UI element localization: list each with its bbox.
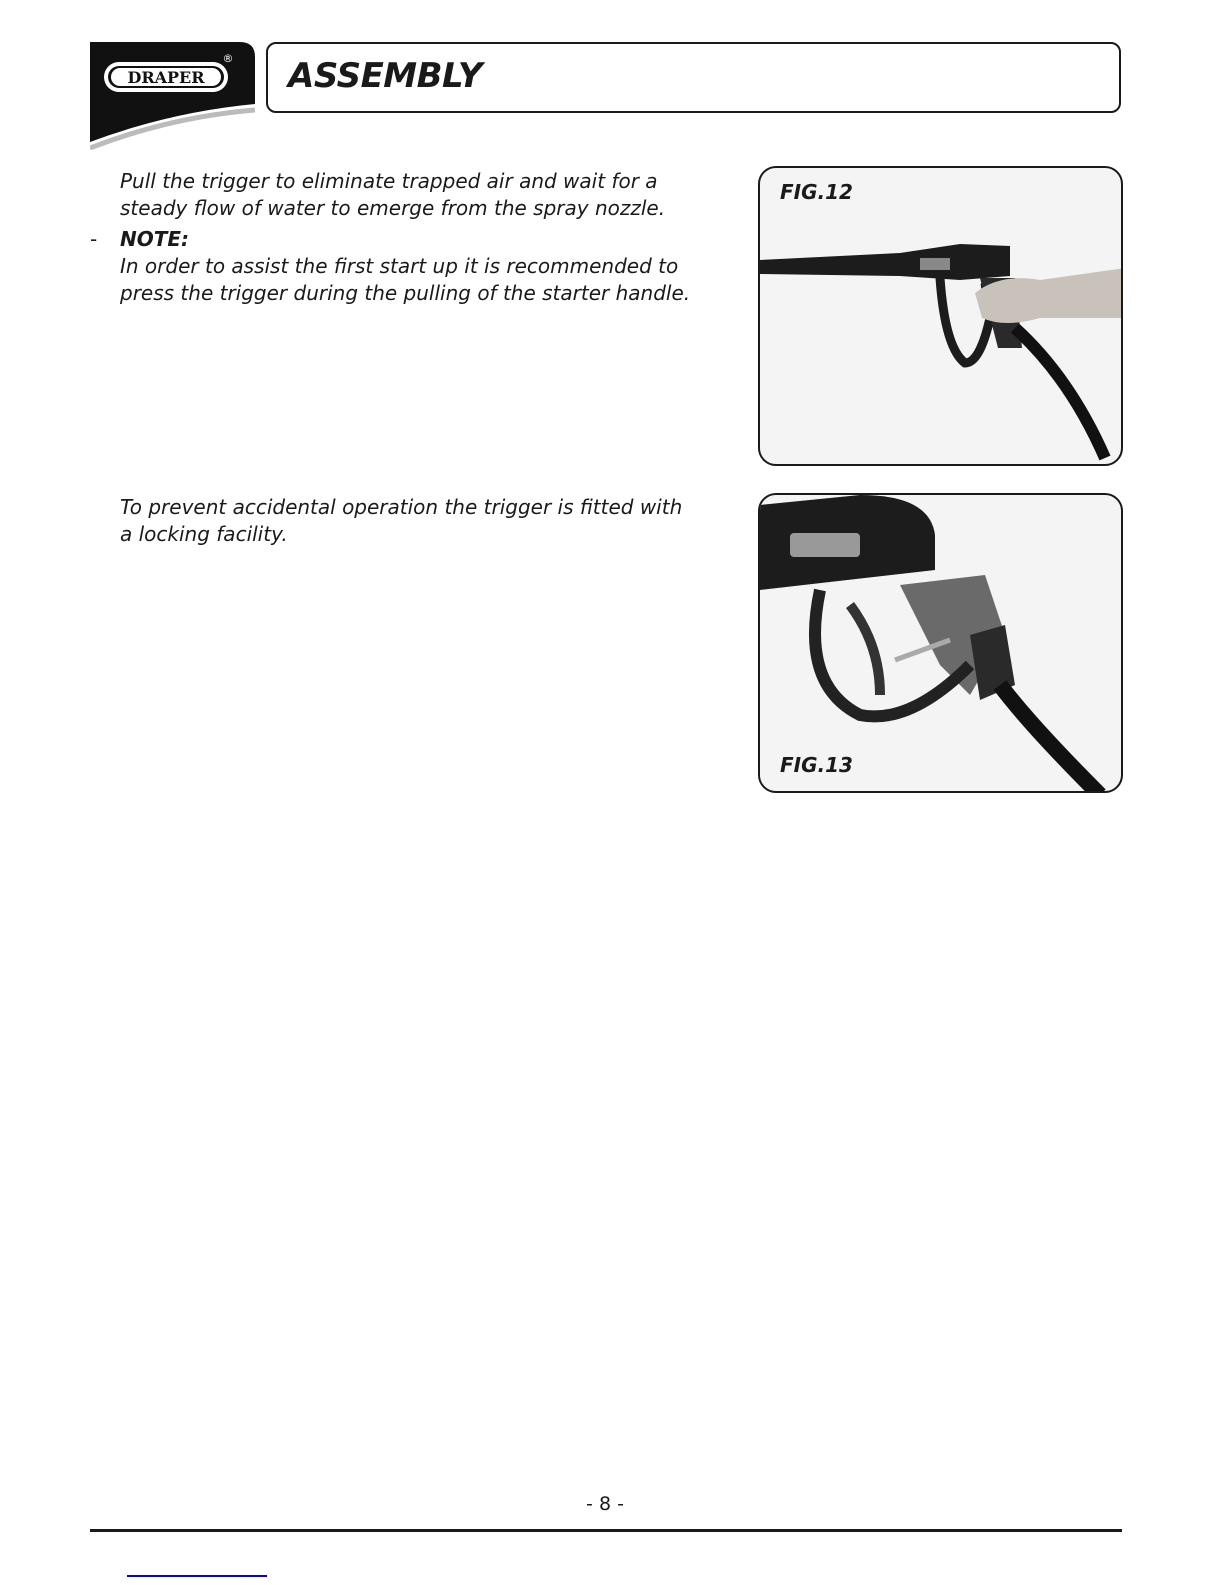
note-label: NOTE:: [120, 227, 190, 251]
svg-text:®: ®: [222, 52, 234, 65]
link-underline: [127, 1575, 267, 1577]
trigger-lock-photo: [760, 495, 1123, 793]
footer-divider: [90, 1529, 1122, 1532]
paragraph-locking: [120, 494, 730, 548]
page-number: - 8 -: [586, 1493, 624, 1515]
bullet-dash: -: [90, 227, 98, 251]
figure-label: FIG.13: [780, 753, 853, 777]
section-header: [266, 42, 1121, 113]
svg-text:DRAPER: DRAPER: [127, 68, 205, 87]
text-line: steady flow of water to emerge from the spray nozzle.: [120, 196, 666, 220]
figure-13: [758, 493, 1123, 793]
text-line: Pull the trigger to eliminate trapped air and wait for a: [120, 169, 658, 193]
note-text: [120, 253, 730, 307]
draper-logo: [90, 42, 255, 150]
page-title: ASSEMBLY: [288, 56, 483, 96]
text-line: a locking facility.: [120, 522, 288, 546]
spray-gun-photo: [760, 168, 1123, 466]
figure-12: [758, 166, 1123, 466]
figure-label: FIG.12: [780, 180, 853, 204]
text-line: To prevent accidental operation the trigger is fitted with: [120, 495, 683, 519]
paragraph-trigger-air: [120, 168, 730, 222]
text-line: press the trigger during the pulling of the starter handle.: [120, 281, 691, 305]
text-line: In order to assist the first start up it is recommended to: [120, 254, 679, 278]
